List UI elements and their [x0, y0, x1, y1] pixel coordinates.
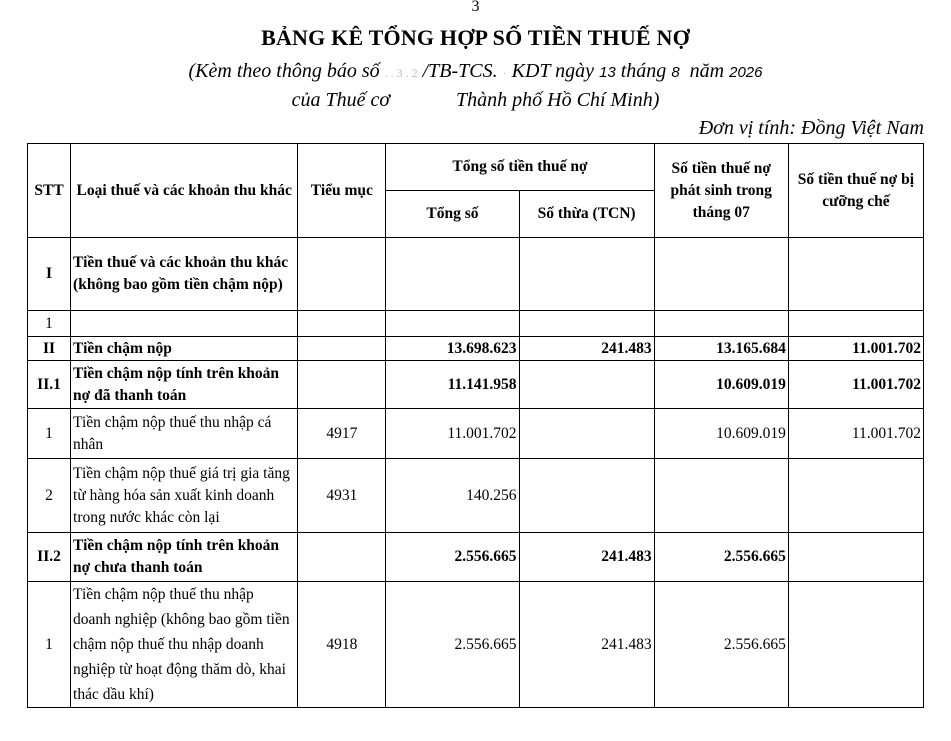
cell-tieu-muc: 4931 [298, 459, 386, 533]
cell-name: Tiền thuế và các khoản thu khác (không bao gồm tiền chậm nộp) [71, 238, 298, 311]
cell-tong-so [386, 311, 519, 337]
cell-phat-sinh: 2.556.665 [654, 582, 788, 708]
cell-phat-sinh: 10.609.019 [654, 409, 788, 459]
cell-so-thua [519, 409, 654, 459]
subtitle-line2-prefix: của Thuế cơ [291, 89, 391, 111]
cell-stt: I [28, 238, 71, 311]
cell-stt: II [28, 337, 71, 361]
header-cuong-che: Số tiền thuế nợ bị cưỡng chế [788, 144, 923, 238]
subtitle-line2-suffix: Thành phố Hồ Chí Minh) [456, 89, 660, 111]
cell-name: Tiền chậm nộp thuế giá trị gia tăng từ hàng hóa sản xuất kinh doanh trong nước khác còn lại [71, 459, 298, 533]
table-row [28, 582, 924, 708]
cell-name: Tiền chậm nộp thuế thu nhập cá nhân [71, 409, 298, 459]
cell-tieu-muc [298, 361, 386, 409]
cell-so-thua [519, 311, 654, 337]
cell-stt: 1 [28, 582, 71, 708]
table-row [28, 409, 924, 459]
cell-tieu-muc [298, 311, 386, 337]
month-label: tháng [620, 60, 667, 82]
table-row [28, 533, 924, 582]
cell-cuong-che [788, 533, 923, 582]
cell-so-thua [519, 361, 654, 409]
table-row [28, 311, 924, 337]
document-title: BẢNG KÊ TỔNG HỢP SỐ TIỀN THUẾ NỢ [261, 25, 690, 50]
doc-code-2: KDT ngày [511, 60, 595, 82]
cell-phat-sinh: 10.609.019 [654, 361, 788, 409]
cell-tong-so: 11.141.958 [386, 361, 519, 409]
cell-phat-sinh [654, 238, 788, 311]
subtitle-line-1 [0, 60, 951, 83]
cell-tieu-muc: 4917 [298, 409, 386, 459]
doc-code-dot: · [502, 66, 507, 80]
cell-so-thua: 241.483 [519, 582, 654, 708]
header-phat-sinh: Số tiền thuế nợ phát sinh trong tháng 07 [654, 144, 788, 238]
cell-cuong-che: 11.001.702 [788, 361, 923, 409]
cell-phat-sinh [654, 459, 788, 533]
cell-cuong-che: 11.001.702 [788, 409, 923, 459]
subtitle-prefix: (Kèm theo thông báo số [188, 60, 380, 82]
cell-tieu-muc [298, 337, 386, 361]
cell-stt: 2 [28, 459, 71, 533]
cell-so-thua [519, 459, 654, 533]
cell-phat-sinh: 2.556.665 [654, 533, 788, 582]
cell-name: Tiền chậm nộp thuế thu nhập doanh nghiệp (không bao gồm tiền chậm nộp thuế thu nhập doanh nghiệp từ hoạt động thăm dò, khai thác dầu khí) [71, 582, 298, 708]
tax-debt-table [27, 143, 924, 708]
header-tong-so: Tổng số [386, 191, 519, 238]
handwritten-day: 13 [599, 64, 616, 81]
cell-tieu-muc [298, 238, 386, 311]
cell-stt: 1 [28, 409, 71, 459]
cell-stt: II.2 [28, 533, 71, 582]
header-stt: STT [28, 144, 71, 238]
cell-cuong-che [788, 459, 923, 533]
cell-phat-sinh [654, 311, 788, 337]
cell-name: Tiền chậm nộp tính trên khoản nợ đã thanh toán [71, 361, 298, 409]
cell-name: Tiền chậm nộp [71, 337, 298, 361]
cell-cuong-che [788, 311, 923, 337]
subtitle-line-2 [0, 89, 951, 112]
cell-cuong-che: 11.001.702 [788, 337, 923, 361]
header-tieu-muc: Tiểu mục [298, 144, 386, 238]
redacted-number: . . 3 . 2 [384, 66, 418, 80]
cell-tieu-muc [298, 533, 386, 582]
page-number: 3 [471, 0, 480, 15]
cell-tong-so: 2.556.665 [386, 582, 519, 708]
cell-stt: II.1 [28, 361, 71, 409]
cell-so-thua: 241.483 [519, 533, 654, 582]
cell-cuong-che [788, 238, 923, 311]
cell-tong-so: 13.698.623 [386, 337, 519, 361]
header-so-thua: Số thừa (TCN) [519, 191, 654, 238]
table-row [28, 238, 924, 311]
cell-cuong-che [788, 582, 923, 708]
cell-tong-so: 11.001.702 [386, 409, 519, 459]
header-tong-so-tien-no: Tổng số tiền thuế nợ [386, 144, 654, 191]
year-label: năm [689, 60, 725, 82]
table-row [28, 361, 924, 409]
unit-note: Đơn vị tính: Đồng Việt Nam [698, 117, 924, 139]
cell-name [71, 311, 298, 337]
cell-tong-so: 2.556.665 [386, 533, 519, 582]
cell-name: Tiền chậm nộp tính trên khoản nợ chưa thanh toán [71, 533, 298, 582]
cell-stt: 1 [28, 311, 71, 337]
cell-phat-sinh: 13.165.684 [654, 337, 788, 361]
doc-code-1: /TB-TCS. [422, 60, 498, 82]
cell-tong-so: 140.256 [386, 459, 519, 533]
cell-tieu-muc: 4918 [298, 582, 386, 708]
table-row [28, 337, 924, 361]
table-row [28, 459, 924, 533]
handwritten-year: 2026 [729, 64, 763, 81]
handwritten-month: 8 [671, 64, 680, 81]
cell-so-thua: 241.483 [519, 337, 654, 361]
cell-so-thua [519, 238, 654, 311]
header-loai-thue: Loại thuế và các khoản thu khác [71, 144, 298, 238]
cell-tong-so [386, 238, 519, 311]
